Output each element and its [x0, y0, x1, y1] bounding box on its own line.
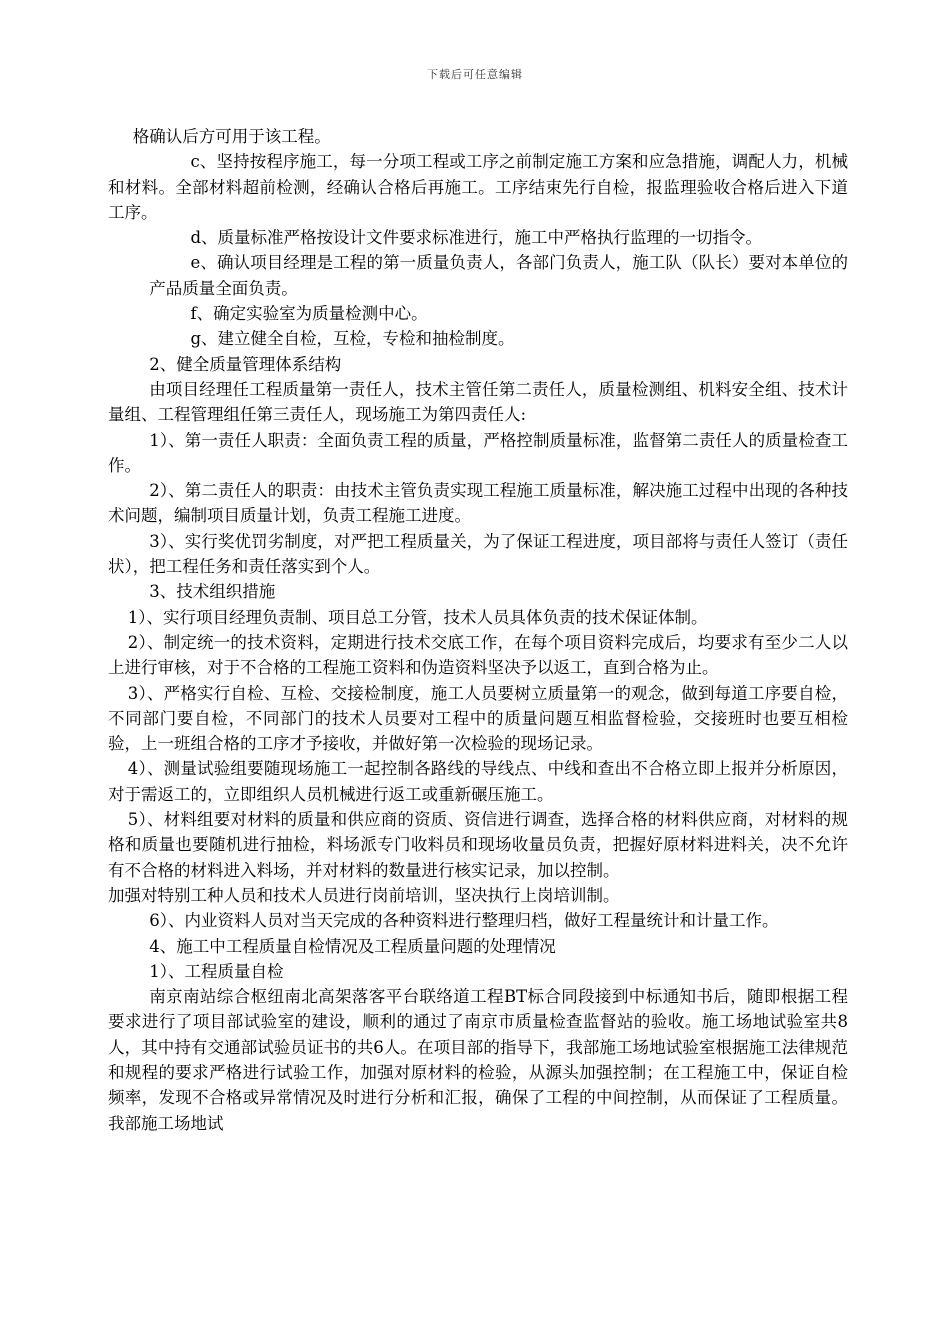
document-body: [108, 124, 848, 1136]
paragraph: 1）、第一责任人职责：全面负责工程的质量，严格控制质量标准，监督第二责任人的质量检查工作。: [108, 430, 848, 475]
paragraph: c、坚持按程序施工，每一分项工程或工序之前制定施工方案和应急措施，调配人力，机械和材料。全部材料超前检测，经确认合格后再施工。工序结束先行自检，报监理验收合格后进入下道工序。: [108, 152, 848, 222]
paragraph: 3）、严格实行自检、互检、交接检制度，施工人员要树立质量第一的观念，做到每道工序要自检，不同部门要自检，不同部门的技术人员要对工程中的质量问题互相监督检验，交接班时也要互相检验，上一班组合格的工序才予接收，并做好第一次检验的现场记录。: [108, 683, 848, 754]
paragraph: 2、健全质量管理体系结构: [149, 354, 342, 374]
paragraph: 3、技术组织措施: [149, 582, 276, 602]
paragraph: e、确认项目经理是工程的第一质量负责人，各部门负责人，施工队（队长）要对本单位的产品质量全面负责。: [149, 253, 848, 298]
paragraph: 格确认后方可用于该工程。: [132, 127, 331, 146]
paragraph: f、确定实验室为质量检测中心。: [190, 304, 428, 324]
page-header: 下载后可任意编辑: [427, 68, 523, 81]
paragraph: 2）、制定统一的技术资料，定期进行技术交底工作，在每个项目资料完成后，均要求有至少二人以上进行审核，对于不合格的工程施工资料和伪造资料坚决予以返工，直到合格为止。: [108, 632, 848, 678]
paragraph: 加强对特别工种人员和技术人员进行岗前培训，坚决执行上岗培训制。: [108, 885, 620, 905]
paragraph: 3）、实行奖优罚劣制度，对严把工程质量关，为了保证工程进度，项目部将与责任人签订（责任状），把工程任务和责任落实到个人。: [108, 531, 848, 577]
paragraph: 4）、测量试验组要随现场施工一起控制各路线的导线点、中线和查出不合格立即上报并分析原因，对于需返工的，立即组织人员机械进行返工或重新碾压施工。: [108, 759, 848, 804]
paragraph: d、质量标准严格按设计文件要求标准进行，施工中严格执行监理的一切指令。: [190, 228, 763, 248]
paragraph: 5）、材料组要对材料的质量和供应商的资质、资信进行调查，选择合格的材料供应商，对材料的规格和质量也要随机进行抽检，料场派专门收料员和现场收量员负责，把握好原材料进料关，决不允许有不合格的材料进入料场，并对材料的数量进行核实记录，加以控制。: [108, 810, 848, 880]
paragraph: 4、施工中工程质量自检情况及工程质量问题的处理情况: [149, 936, 556, 956]
paragraph: 6）、内业资料人员对当天完成的各种资料进行整理归档，做好工程量统计和计量工作。: [149, 911, 779, 931]
paragraph: 1）、实行项目经理负责制、项目总工分管，技术人员具体负责的技术保证体制。: [127, 607, 708, 627]
paragraph: g、建立健全自检，互检，专检和抽检制度。: [190, 329, 515, 349]
paragraph: 2）、第二责任人的职责：由技术主管负责实现工程施工质量标准，解决施工过程中出现的各种技术问题，编制项目质量计划，负责工程施工进度。: [108, 481, 848, 526]
paragraph: 1）、工程质量自检: [149, 961, 284, 981]
paragraph: 由项目经理任工程质量第一责任人，技术主管任第二责任人，质量检测组、机料安全组、技术计量组、工程管理组任第三责任人，现场施工为第四责任人:: [108, 379, 848, 425]
paragraph: 南京南站综合枢纽南北高架落客平台联络道工程BT标合同段接到中标通知书后，随即根据工程要求进行了项目部试验室的建设，顺利的通过了南京市质量检查监督站的验收。施工场地试验室共8人，其中持有交通部试验员证书的共6人。在项目部的指导下，我部施工场地试验室根据施工法律规范和规程的要求严格进行试验工作，加强对原材料的检验，从源头加强控制；在工程施工中，保证自检频率，发现不合格或异常情况及时进行分析和汇报，确保了工程的中间控制，从而保证了工程质量。我部施工场地试: [108, 987, 848, 1133]
